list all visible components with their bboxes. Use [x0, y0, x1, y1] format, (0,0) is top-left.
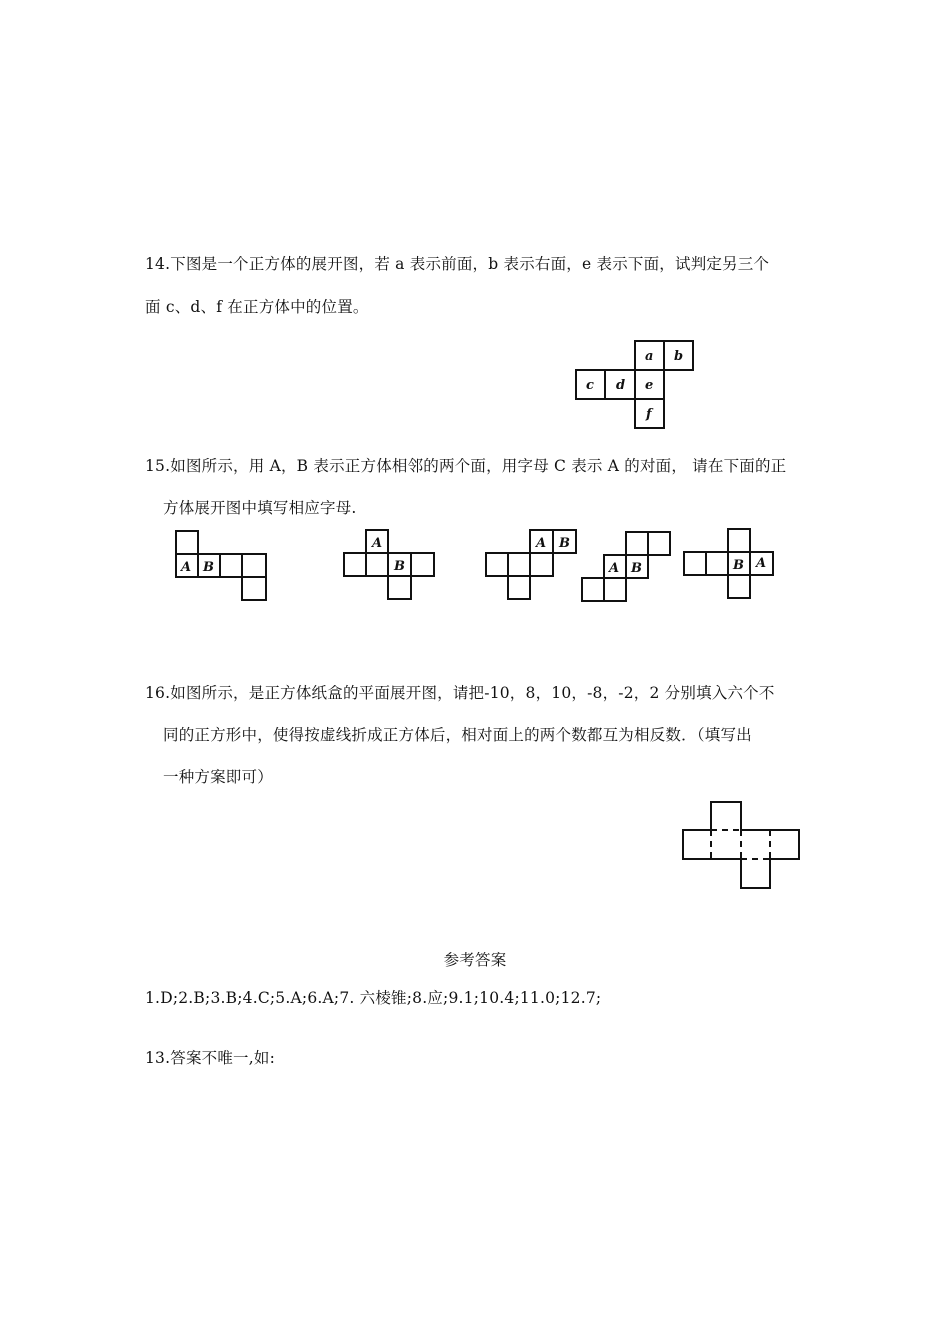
q14-label-f: f [646, 407, 652, 422]
q14-square-c [576, 370, 605, 399]
q15-net1-label-A: A [181, 560, 192, 575]
q15-net4-label-A: A [609, 561, 620, 576]
q15-text-line1: 15.如图所示，用 A，B 表示正方体相邻的两个面，用字母 C 表示 A 的对面， 请在下面的正 [145, 457, 787, 475]
q15-net2-label-A: A [372, 536, 383, 551]
q14-square-b [664, 341, 693, 370]
q15-net5-label-B: B [733, 558, 744, 573]
q16-text-line3: 一种方案即可） [163, 768, 273, 786]
q15-net-4 [581, 531, 676, 603]
q16-text-line1: 16.如图所示，是正方体纸盒的平面展开图，请把-10，8，10，-8，-2，2 分别填入六个不 [145, 684, 775, 702]
q14-text-line1: 14.下图是一个正方体的展开图，若 a 表示前面，b 表示右面，e 表示下面，试判定另三个 [145, 255, 770, 273]
q15-net-2 [343, 529, 438, 601]
q14-label-a: a [645, 349, 654, 364]
q15-net4-label-B: B [631, 561, 642, 576]
q15-net2-label-B: B [394, 559, 405, 574]
q15-net-1 [175, 530, 270, 602]
q16-text-line2: 同的正方形中，使得按虚线折成正方体后，相对面上的两个数都互为相反数．（填写出 [163, 726, 752, 744]
q14-label-d: d [616, 378, 626, 393]
q14-label-b: b [674, 349, 684, 364]
q15-text-line2: 方体展开图中填写相应字母. [163, 499, 357, 517]
q15-net3-label-A: A [536, 536, 547, 551]
q14-text-line2: 面 c、d、f 在正方体中的位置。 [145, 298, 369, 316]
q15-net-5 [683, 528, 778, 600]
answers-title: 参考答案 [443, 951, 507, 969]
q16-cube-net [682, 801, 802, 891]
q15-net3-label-B: B [559, 536, 570, 551]
answers-line-1: 1.D;2.B;3.B;4.C;5.A;6.A;7. 六棱锥;8.应;9.1;10.4;11.0;12.7; [145, 989, 602, 1007]
q15-net1-label-B: B [203, 560, 214, 575]
q14-label-e: e [645, 378, 654, 393]
q14-square-d [605, 370, 635, 399]
q14-cube-net [575, 340, 695, 430]
q14-square-f [635, 399, 664, 428]
q15-net5-label-A: A [756, 556, 767, 571]
q14-square-e [635, 370, 664, 399]
q14-square-a [635, 341, 664, 370]
q14-label-c: c [586, 378, 594, 393]
answers-line-13: 13.答案不唯一,如: [145, 1049, 275, 1067]
q15-net-3 [485, 529, 580, 601]
